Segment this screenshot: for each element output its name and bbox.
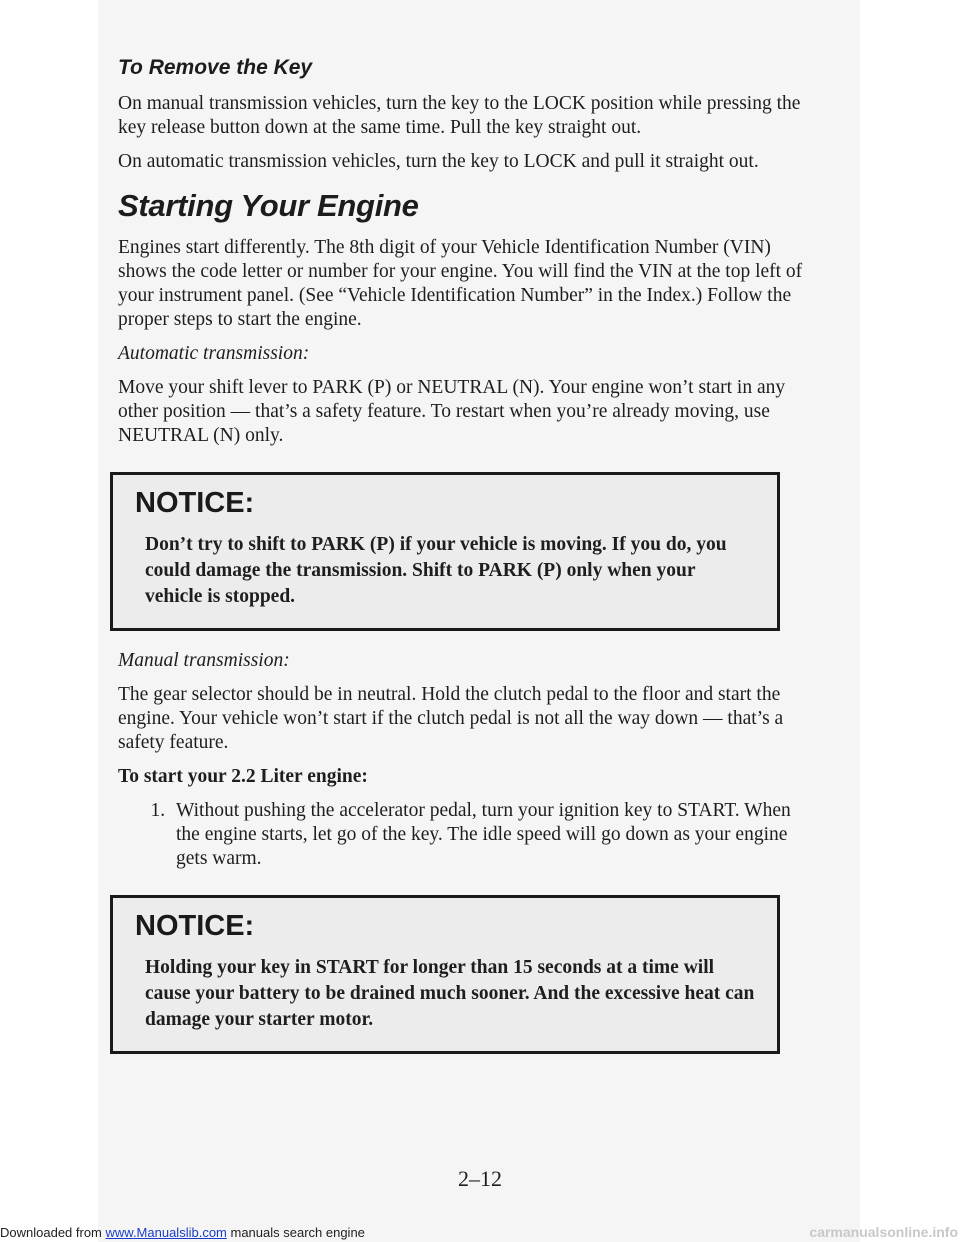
notice-text: Holding your key in START for longer than 15 seconds at a time will cause your battery to be drained much sooner. And the excessive heat can damage your starter motor. xyxy=(145,957,755,1030)
starting-engine-heading: Starting Your Engine xyxy=(118,188,419,223)
manualslib-link[interactable]: www.Manualslib.com xyxy=(105,1225,227,1240)
manual-transmission-paragraph: The gear selector should be in neutral. Hold the clutch pedal to the floor and start the engine. Your vehicle won’t start if the clutch pedal is not all the way down — that’s a safety feature. xyxy=(118,684,784,753)
notice-box-park xyxy=(110,472,780,631)
notice-box-battery xyxy=(110,895,780,1054)
start-steps-list xyxy=(118,799,818,871)
liter-engine-heading: To start your 2.2 Liter engine: xyxy=(118,766,368,787)
notice-title: NOTICE: xyxy=(135,487,255,519)
notice-title: NOTICE: xyxy=(135,910,255,942)
footer-prefix: Downloaded from xyxy=(0,1225,106,1240)
remove-key-automatic-paragraph: On automatic transmission vehicles, turn the key to LOCK and pull it straight out. xyxy=(118,151,759,172)
page-content xyxy=(118,56,818,1072)
engine-intro-paragraph: Engines start differently. The 8th digit of your Vehicle Identification Number (VIN) shows the code letter or number for your engine. You will find the VIN at the top left of your instrument panel. (See “Vehicle Identification Number” in the Index.) Follow the proper steps to start the engine. xyxy=(118,237,803,330)
remove-key-manual-paragraph: On manual transmission vehicles, turn the key to the LOCK position while pressing the key release button down at the same time. Pull the key straight out. xyxy=(118,93,801,138)
notice-text: Don’t try to shift to PARK (P) if your vehicle is moving. If you do, you could damage the transmission. Shift to PARK (P) only when your vehicle is stopped. xyxy=(145,534,727,607)
automatic-transmission-paragraph: Move your shift lever to PARK (P) or NEUTRAL (N). Your engine won’t start in any other position — that’s a safety feature. To restart when you’re already moving, use NEUTRAL (N) only. xyxy=(118,377,786,446)
remove-key-heading: To Remove the Key xyxy=(118,56,313,79)
watermark: carmanualsonline.info xyxy=(809,1224,958,1240)
list-item: 1. Without pushing the accelerator pedal, turn your ignition key to START. When the engine starts, let go of the key. The idle speed will go down as your engine gets warm. xyxy=(170,799,818,871)
footer-suffix: manuals search engine xyxy=(226,1225,365,1240)
download-footer xyxy=(0,1225,365,1240)
automatic-transmission-label: Automatic transmission: xyxy=(118,343,310,364)
page-number: 2–12 xyxy=(458,1166,502,1191)
manual-transmission-label: Manual transmission: xyxy=(118,650,290,671)
